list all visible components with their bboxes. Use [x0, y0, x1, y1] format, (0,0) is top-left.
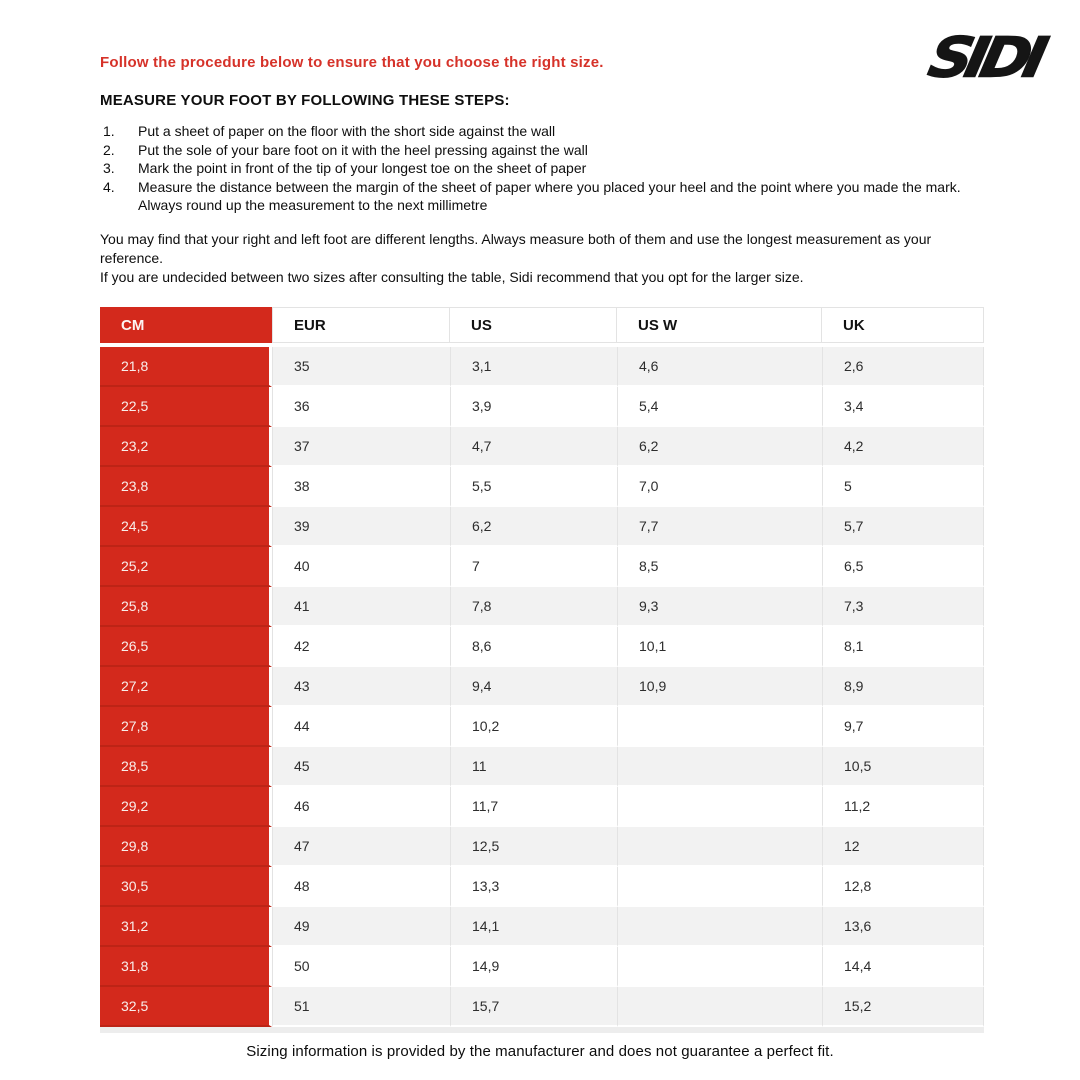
measurement-notes: [100, 230, 984, 287]
note-paragraph: You may find that your right and left foot are different lengths. Always measure both of them and use the longest measurement as your reference.: [100, 231, 932, 266]
cell-us-w: [617, 947, 822, 987]
cell-eur: 38: [272, 467, 450, 507]
cell-us: 14,1: [450, 907, 617, 947]
cell-uk: 3,4: [822, 387, 984, 427]
cell-cm: 22,5: [100, 387, 272, 427]
column-header-uk: UK: [822, 307, 984, 343]
step-number: 4.: [103, 178, 115, 195]
cell-eur: 40: [272, 547, 450, 587]
cell-uk: 5: [822, 467, 984, 507]
table-row: [100, 867, 984, 907]
cell-eur: 46: [272, 787, 450, 827]
cell-uk: 12,8: [822, 867, 984, 907]
step-item: [100, 141, 984, 160]
cell-cm: 24,5: [100, 507, 272, 547]
step-item: [100, 178, 984, 215]
table-row: [100, 547, 984, 587]
cell-cm: 25,8: [100, 587, 272, 627]
cell-eur: 48: [272, 867, 450, 907]
cell-cm: 26,5: [100, 627, 272, 667]
table-row: [100, 507, 984, 547]
column-header-us-w: US W: [617, 307, 822, 343]
cell-us-w: [617, 867, 822, 907]
cell-us-w: [617, 747, 822, 787]
cell-eur: 41: [272, 587, 450, 627]
table-row: [100, 747, 984, 787]
table-row: [100, 627, 984, 667]
cell-eur: 36: [272, 387, 450, 427]
cell-us-w: 10,1: [617, 627, 822, 667]
table-row: [100, 347, 984, 387]
cell-eur: 35: [272, 347, 450, 387]
cell-cm: 29,8: [100, 827, 272, 867]
cell-uk: 4,2: [822, 427, 984, 467]
steps-heading: MEASURE YOUR FOOT BY FOLLOWING THESE STEPS:: [100, 92, 510, 109]
size-conversion-table: [100, 307, 984, 1027]
cell-uk: 9,7: [822, 707, 984, 747]
cell-uk: 6,5: [822, 547, 984, 587]
cell-eur: 37: [272, 427, 450, 467]
cell-uk: 12: [822, 827, 984, 867]
cell-us-w: 5,4: [617, 387, 822, 427]
step-text: Put a sheet of paper on the floor with the short side against the wall: [138, 123, 556, 139]
cell-us: 4,7: [450, 427, 617, 467]
steps-list: [100, 122, 984, 215]
cell-uk: 11,2: [822, 787, 984, 827]
footer-disclaimer: Sizing information is provided by the manufacturer and does not guarantee a perfect fit.: [246, 1043, 834, 1060]
cell-us-w: [617, 827, 822, 867]
cell-us-w: [617, 707, 822, 747]
cell-us: 15,7: [450, 987, 617, 1027]
table-row: [100, 587, 984, 627]
note-paragraph: If you are undecided between two sizes after consulting the table, Sidi recommend that you opt for the larger size.: [100, 269, 804, 285]
table-body: [100, 347, 984, 1027]
cell-us: 5,5: [450, 467, 617, 507]
cell-eur: 49: [272, 907, 450, 947]
table-row: [100, 427, 984, 467]
step-number: 2.: [103, 141, 115, 158]
table-row: [100, 907, 984, 947]
cell-cm: 32,5: [100, 987, 272, 1027]
cell-us: 11,7: [450, 787, 617, 827]
cell-us: 3,9: [450, 387, 617, 427]
cell-uk: 8,9: [822, 667, 984, 707]
intro-red-text: Follow the procedure below to ensure that you choose the right size.: [100, 54, 604, 71]
cell-cm: 21,8: [100, 347, 272, 387]
table-row: [100, 827, 984, 867]
cell-cm: 31,8: [100, 947, 272, 987]
step-number: 1.: [103, 123, 115, 139]
table-header-row: [100, 307, 984, 343]
cell-eur: 47: [272, 827, 450, 867]
cell-cm: 31,2: [100, 907, 272, 947]
cell-us-w: 6,2: [617, 427, 822, 467]
step-text: Mark the point in front of the tip of your longest toe on the sheet of paper: [138, 160, 587, 177]
table-row: [100, 787, 984, 827]
cell-uk: 14,4: [822, 947, 984, 987]
table-row: [100, 987, 984, 1027]
cell-eur: 42: [272, 627, 450, 667]
table-row: [100, 467, 984, 507]
cell-uk: 5,7: [822, 507, 984, 547]
cell-cm: 28,5: [100, 747, 272, 787]
column-header-us: US: [450, 307, 617, 343]
cell-us: 12,5: [450, 827, 617, 867]
step-number: 3.: [103, 160, 115, 177]
cell-eur: 44: [272, 707, 450, 747]
cell-us-w: 7,7: [617, 507, 822, 547]
table-bottom-strip: [100, 1027, 984, 1033]
table-row: [100, 667, 984, 707]
cell-us: 7,8: [450, 587, 617, 627]
cell-us-w: 9,3: [617, 587, 822, 627]
cell-eur: 51: [272, 987, 450, 1027]
cell-uk: 8,1: [822, 627, 984, 667]
cell-us: 14,9: [450, 947, 617, 987]
cell-us-w: 4,6: [617, 347, 822, 387]
cell-cm: 23,2: [100, 427, 272, 467]
cell-eur: 43: [272, 667, 450, 707]
cell-eur: 50: [272, 947, 450, 987]
cell-us: 10,2: [450, 707, 617, 747]
cell-us: 11: [450, 747, 617, 787]
cell-uk: 2,6: [822, 347, 984, 387]
step-text: Measure the distance between the margin of the sheet of paper where you placed your heel and the point where you made the mark. Always round up the measurement to the next millimetre: [138, 178, 961, 214]
cell-us: 6,2: [450, 507, 617, 547]
table-row: [100, 387, 984, 427]
table-row: [100, 947, 984, 987]
cell-us: 13,3: [450, 867, 617, 907]
cell-us: 3,1: [450, 347, 617, 387]
cell-cm: 27,2: [100, 667, 272, 707]
cell-us-w: 7,0: [617, 467, 822, 507]
cell-us: 9,4: [450, 667, 617, 707]
cell-cm: 30,5: [100, 867, 272, 907]
column-header-cm: CM: [100, 307, 272, 343]
cell-uk: 13,6: [822, 907, 984, 947]
cell-us-w: [617, 787, 822, 827]
cell-us-w: 10,9: [617, 667, 822, 707]
sidi-logo: SIDI: [923, 25, 1047, 91]
cell-us-w: [617, 987, 822, 1027]
cell-us: 7: [450, 547, 617, 587]
cell-cm: 27,8: [100, 707, 272, 747]
cell-cm: 29,2: [100, 787, 272, 827]
cell-us-w: 8,5: [617, 547, 822, 587]
cell-cm: 25,2: [100, 547, 272, 587]
cell-us: 8,6: [450, 627, 617, 667]
step-text: Put the sole of your bare foot on it with the heel pressing against the wall: [138, 141, 588, 158]
cell-eur: 45: [272, 747, 450, 787]
cell-uk: 7,3: [822, 587, 984, 627]
cell-uk: 15,2: [822, 987, 984, 1027]
cell-uk: 10,5: [822, 747, 984, 787]
step-item: [100, 122, 984, 141]
cell-us-w: [617, 907, 822, 947]
column-header-eur: EUR: [272, 307, 450, 343]
cell-cm: 23,8: [100, 467, 272, 507]
table-row: [100, 707, 984, 747]
cell-eur: 39: [272, 507, 450, 547]
step-item: [100, 159, 984, 178]
